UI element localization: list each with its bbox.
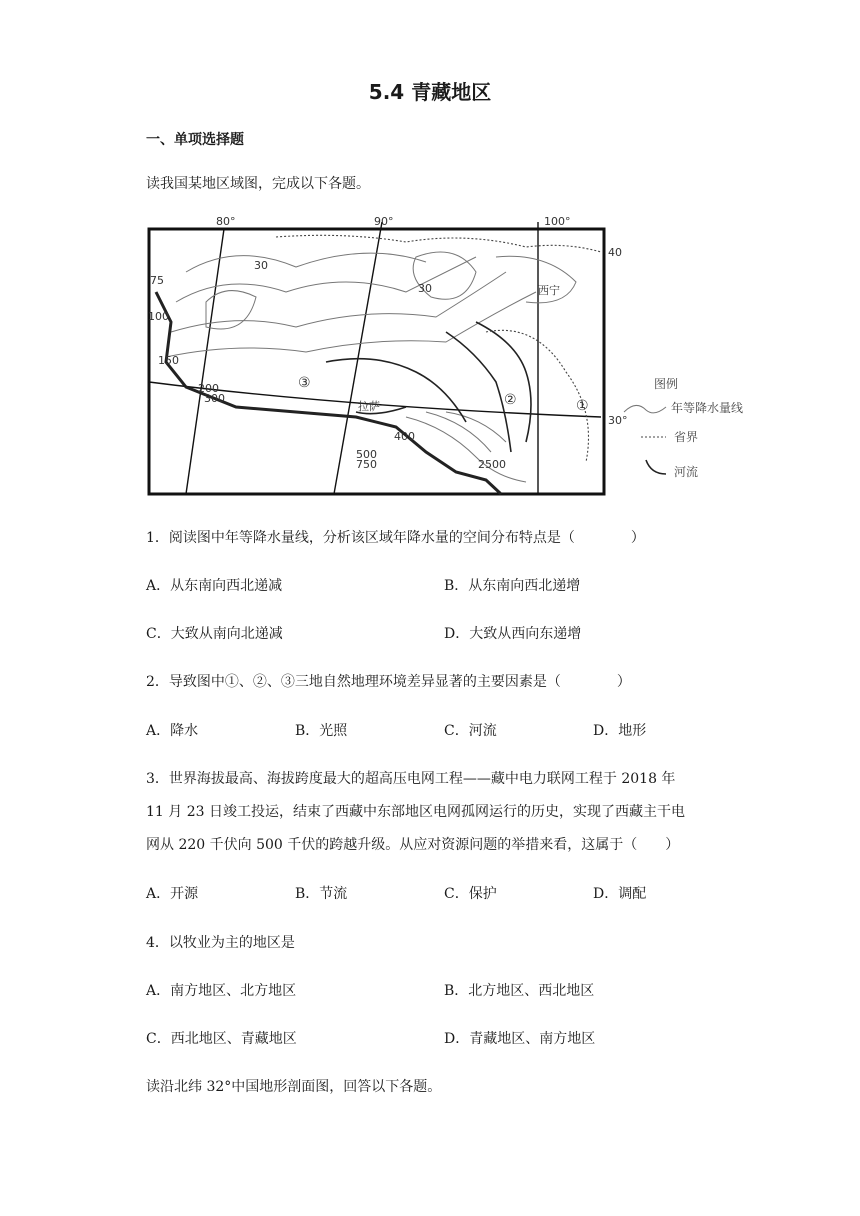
city-label: 拉萨 bbox=[358, 400, 380, 413]
option-a[interactable]: A．降水 bbox=[146, 723, 199, 739]
svg-text:100°: 100° bbox=[544, 215, 571, 228]
option-d[interactable]: D．大致从西向东递增 bbox=[444, 626, 582, 642]
legend-river-symbol bbox=[646, 460, 666, 474]
svg-text:750: 750 bbox=[356, 458, 377, 471]
isohyet-line bbox=[186, 253, 426, 272]
svg-text:2500: 2500 bbox=[478, 458, 506, 471]
option-c[interactable]: C．西北地区、青藏地区 bbox=[146, 1031, 297, 1047]
province-border bbox=[276, 235, 601, 252]
svg-text:30: 30 bbox=[418, 282, 432, 295]
question-3-line: 11 月 23 日竣工投运，结束了西藏中东部地区电网孤网运行的历史，实现了西藏主干电 bbox=[146, 804, 685, 820]
svg-text:75: 75 bbox=[150, 274, 164, 287]
city-label: 西宁 bbox=[538, 284, 560, 297]
option-c[interactable]: C．大致从南向北递减 bbox=[146, 626, 283, 642]
legend-isohyet-symbol bbox=[624, 405, 666, 412]
option-c[interactable]: C．河流 bbox=[444, 723, 497, 739]
option-b[interactable]: B．光照 bbox=[295, 723, 348, 739]
legend-item: 省界 bbox=[674, 430, 699, 444]
svg-text:200: 200 bbox=[198, 382, 219, 395]
option-d[interactable]: D．青藏地区、南方地区 bbox=[444, 1031, 596, 1047]
question-3: 3．世界海拔最高、海拔跨度最大的超高压电网工程——藏中电力联网工程于 2018 年 bbox=[146, 771, 676, 787]
option-d[interactable]: D．地形 bbox=[593, 723, 647, 739]
intro-text-2: 读沿北纬 32°中国地形剖面图，回答以下各题。 bbox=[146, 1079, 442, 1095]
svg-text:30°: 30° bbox=[608, 414, 628, 427]
svg-text:300: 300 bbox=[204, 392, 225, 405]
question-3-line: 网从 220 千伏向 500 千伏的跨越升级。从应对资源问题的举措来看，这属于（ ） bbox=[146, 837, 680, 853]
question-2: 2．导致图中①、②、③三地自然地理环境差异显著的主要因素是（ ） bbox=[146, 674, 631, 690]
option-b[interactable]: B．从东南向西北递增 bbox=[444, 578, 581, 594]
lon-label: 80° bbox=[216, 215, 236, 228]
point-1-label: ① bbox=[576, 398, 589, 414]
section-heading: 一、单项选择题 bbox=[146, 132, 244, 148]
svg-text:90°: 90° bbox=[374, 215, 394, 228]
region-map bbox=[146, 212, 772, 502]
svg-text:40: 40 bbox=[608, 246, 622, 259]
isohyet-value: 30 bbox=[254, 259, 268, 272]
option-c[interactable]: C．保护 bbox=[444, 886, 497, 902]
option-b[interactable]: B．北方地区、西北地区 bbox=[444, 983, 595, 999]
svg-text:500: 500 bbox=[356, 448, 377, 461]
question-1: 1．阅读图中年等降水量线，分析该区域年降水量的空间分布特点是（ ） bbox=[146, 530, 645, 546]
svg-text:150: 150 bbox=[158, 354, 179, 367]
point-2-label: ② bbox=[504, 392, 517, 408]
legend-item: 河流 bbox=[674, 465, 699, 479]
legend-item: 年等降水量线 bbox=[671, 401, 744, 415]
option-b[interactable]: B．节流 bbox=[295, 886, 348, 902]
question-4: 4．以牧业为主的地区是 bbox=[146, 935, 295, 951]
point-3-label: ③ bbox=[298, 375, 311, 391]
intro-text: 读我国某地区域图，完成以下各题。 bbox=[146, 176, 370, 192]
svg-text:400: 400 bbox=[394, 430, 415, 443]
svg-text:100: 100 bbox=[148, 310, 169, 323]
option-d[interactable]: D．调配 bbox=[593, 886, 647, 902]
page-title: 5.4 青藏地区 bbox=[368, 80, 492, 104]
option-a[interactable]: A．南方地区、北方地区 bbox=[146, 983, 297, 999]
option-a[interactable]: A．从东南向西北递减 bbox=[146, 578, 283, 594]
legend-title: 图例 bbox=[654, 377, 679, 391]
option-a[interactable]: A．开源 bbox=[146, 886, 199, 902]
